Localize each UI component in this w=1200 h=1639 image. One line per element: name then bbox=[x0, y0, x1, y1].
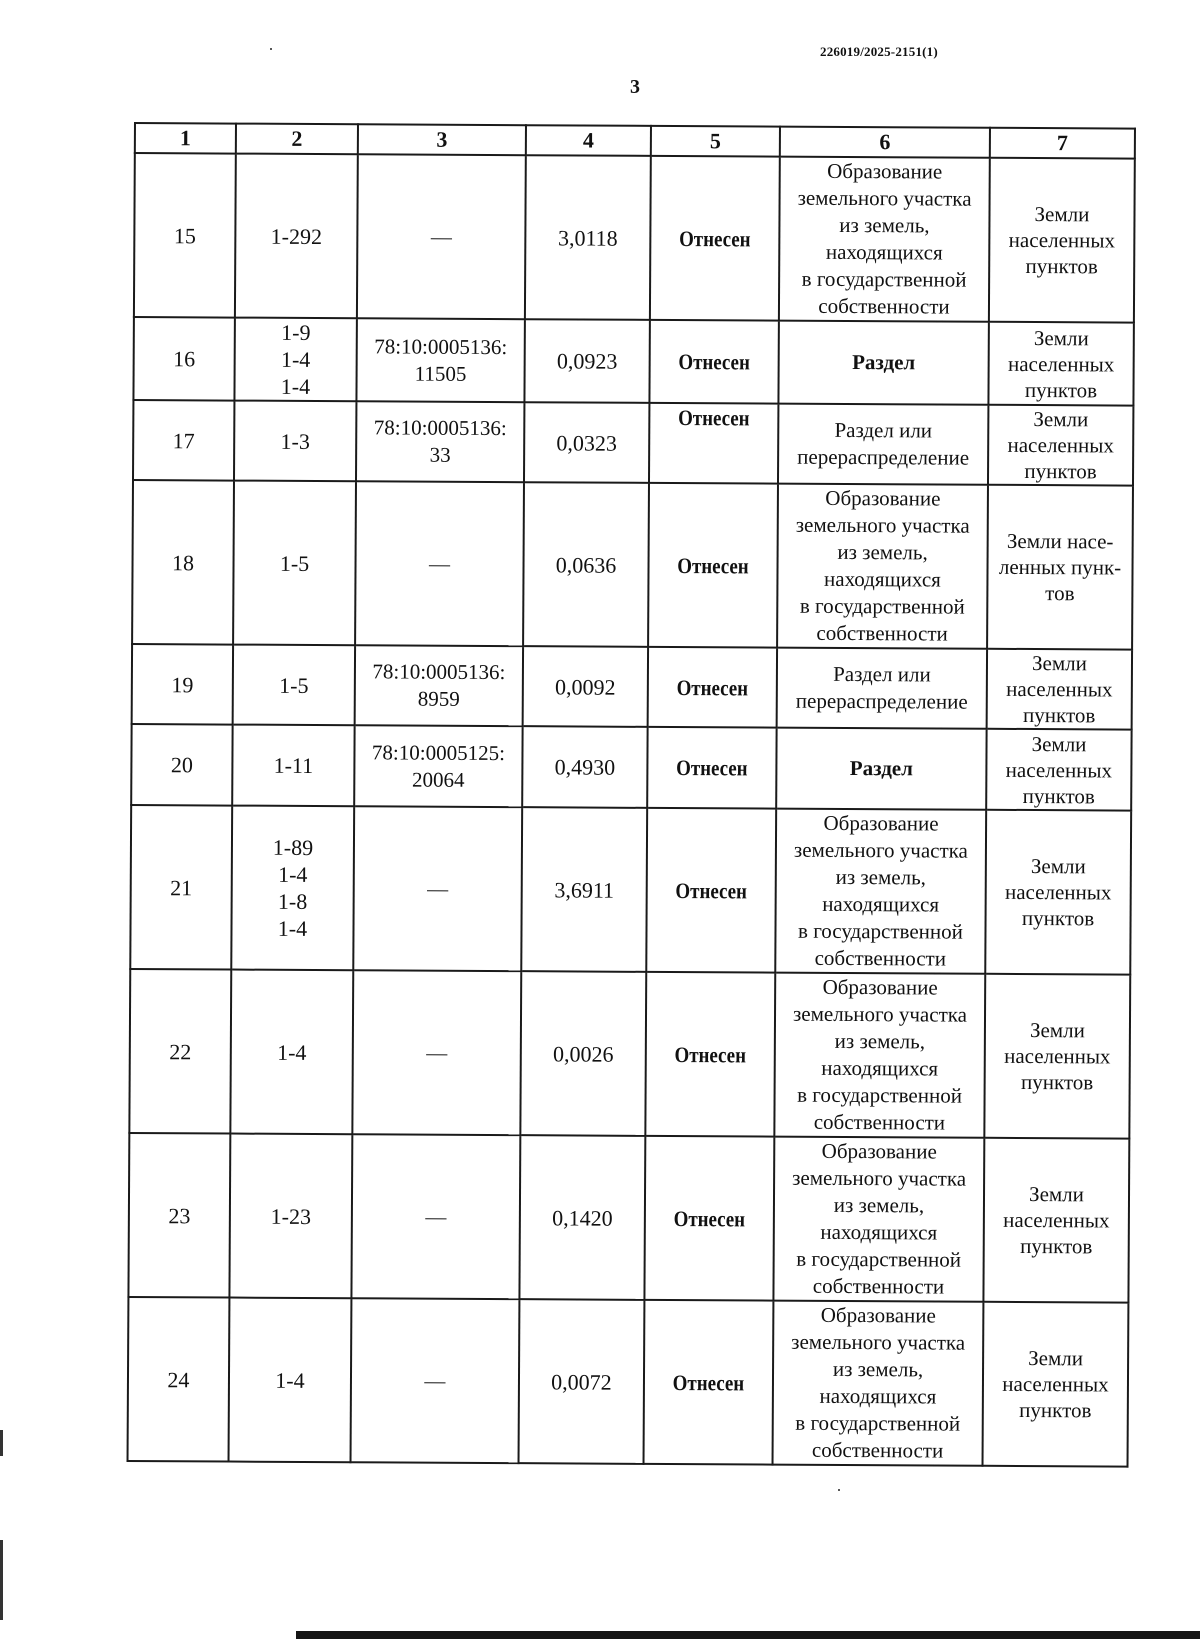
formation-type-cell bbox=[778, 404, 988, 485]
area-cell: 0,0092 bbox=[523, 646, 648, 727]
column-header: 4 bbox=[526, 125, 651, 156]
formation-type-cell-line: из земель, bbox=[832, 1356, 924, 1382]
formation-type-cell-line: из земель, bbox=[839, 212, 930, 238]
formation-type-cell bbox=[779, 157, 990, 322]
land-category-cell-line: населенных bbox=[1004, 879, 1112, 905]
land-category-cell bbox=[986, 729, 1131, 811]
table-row bbox=[132, 480, 1133, 650]
row-number-cell: 22 bbox=[129, 969, 231, 1134]
formation-type-cell-line: перераспределение bbox=[797, 444, 970, 470]
formation-type-cell-line: перераспределение bbox=[795, 688, 968, 714]
formation-type-cell-line: земельного участка bbox=[792, 1001, 968, 1027]
status-cell: Отнесен bbox=[657, 483, 769, 648]
parcel-ids-cell-line: 1-8 bbox=[277, 888, 308, 914]
formation-type-cell-line: находящихся bbox=[825, 239, 943, 265]
formation-type-cell-line: земельного участка bbox=[793, 837, 968, 863]
formation-type-cell bbox=[773, 1301, 984, 1466]
parcel-ids-cell bbox=[233, 481, 356, 646]
column-header: 1 bbox=[135, 123, 236, 154]
table-row bbox=[133, 400, 1133, 486]
row-number-cell: 20 bbox=[131, 724, 232, 806]
land-category-cell bbox=[988, 322, 1133, 406]
formation-type-cell-line: находящихся bbox=[819, 1383, 937, 1409]
cadastral-number-cell bbox=[355, 645, 523, 726]
row-number-cell: 16 bbox=[133, 317, 234, 401]
area-cell: 3,0118 bbox=[525, 155, 651, 320]
formation-type-cell-line: земельного участка bbox=[795, 512, 970, 538]
table-row bbox=[128, 1297, 1129, 1467]
parcel-ids-cell-line: 1-5 bbox=[279, 550, 310, 576]
land-category-cell bbox=[983, 1302, 1129, 1467]
parcel-ids-cell bbox=[234, 401, 356, 482]
table-row bbox=[128, 1133, 1129, 1303]
formation-type-cell-line: собственности bbox=[814, 945, 947, 971]
cadastral-number-cell-line: 20064 bbox=[412, 767, 465, 792]
area-cell: 0,0072 bbox=[519, 1299, 645, 1464]
land-category-cell-line: населенных bbox=[1006, 676, 1113, 702]
formation-type-cell-line: Образование bbox=[823, 810, 939, 836]
formation-type-cell bbox=[777, 648, 987, 729]
land-category-cell-line: пунктов bbox=[1024, 458, 1097, 484]
table-row bbox=[133, 317, 1133, 406]
status-cell: Отнесен bbox=[656, 727, 767, 809]
parcel-ids-cell-line: 1-9 bbox=[281, 319, 311, 345]
formation-type-cell-line: собственности bbox=[812, 1273, 945, 1299]
formation-type-cell-line: находящихся bbox=[823, 566, 941, 592]
table-row bbox=[132, 644, 1132, 730]
formation-type-cell bbox=[776, 728, 986, 810]
scan-speck bbox=[270, 48, 272, 50]
cadastral-number-cell bbox=[354, 725, 522, 807]
row-number-cell: 17 bbox=[133, 400, 234, 481]
cadastral-number-cell-line: — bbox=[424, 1368, 446, 1393]
formation-type-cell-line: в государственной bbox=[801, 266, 967, 292]
land-category-cell bbox=[985, 810, 1131, 975]
parcel-ids-cell-line: 1-4 bbox=[277, 915, 308, 941]
formation-type-cell-line: в государственной bbox=[796, 1246, 962, 1272]
cadastral-number-cell bbox=[351, 1298, 520, 1463]
document-number: 226019/2025-2151(1) bbox=[820, 44, 938, 59]
cadastral-number-cell bbox=[356, 401, 524, 482]
column-header: 2 bbox=[236, 124, 358, 155]
parcel-ids-cell bbox=[231, 806, 354, 971]
land-category-cell-line: ленных пунк- bbox=[998, 554, 1122, 580]
status-cell: Отнесен bbox=[653, 1300, 765, 1465]
column-header: 6 bbox=[780, 127, 990, 158]
status-cell: Отнесен bbox=[653, 1136, 765, 1301]
land-category-cell bbox=[984, 974, 1130, 1139]
land-category-cell-line: Земли bbox=[1033, 325, 1089, 350]
land-category-cell-line: населенных bbox=[1004, 1043, 1111, 1069]
parcel-ids-cell-line: 1-5 bbox=[279, 672, 309, 698]
formation-type-cell-line: собственности bbox=[811, 1437, 944, 1463]
area-cell: 0,4930 bbox=[522, 726, 647, 808]
cadastral-number-cell bbox=[352, 970, 521, 1135]
land-category-cell bbox=[987, 485, 1133, 650]
land-category-cell-line: пунктов bbox=[1024, 377, 1098, 402]
formation-type-cell-line: земельного участка bbox=[797, 185, 972, 211]
table-row bbox=[130, 805, 1131, 975]
formation-type-cell-line: Раздел bbox=[852, 350, 916, 375]
row-number-cell: 18 bbox=[132, 480, 234, 645]
status-cell: Отнесен bbox=[659, 156, 771, 321]
cadastral-number-cell bbox=[355, 481, 524, 646]
parcel-ids-cell-line: 1-23 bbox=[270, 1203, 312, 1229]
parcel-ids-cell bbox=[230, 970, 353, 1135]
formation-type-cell-line: земельного участка bbox=[792, 1165, 967, 1191]
formation-type-cell-line: Раздел или bbox=[833, 661, 931, 687]
formation-type-cell-line: из земель, bbox=[834, 1028, 926, 1054]
land-category-cell-line: Земли bbox=[1034, 202, 1090, 227]
scan-edge-mark bbox=[0, 1540, 3, 1620]
cadastral-number-cell-line: — bbox=[426, 1040, 448, 1065]
land-category-cell-line: пунктов bbox=[1020, 1069, 1094, 1095]
row-number-cell: 24 bbox=[128, 1297, 230, 1462]
parcel-ids-cell-line: 1-3 bbox=[280, 428, 310, 454]
land-category-cell-line: Земли bbox=[1031, 651, 1087, 676]
formation-type-cell-line: в государственной bbox=[795, 1410, 961, 1436]
land-category-cell-line: пунктов bbox=[1022, 783, 1095, 808]
cadastral-number-cell bbox=[353, 806, 522, 971]
cadastral-number-cell-line: 78:10:0005136: bbox=[374, 333, 508, 359]
cadastral-number-cell-line: 33 bbox=[429, 442, 451, 467]
cadastral-number-cell-line: 8959 bbox=[417, 686, 460, 711]
land-category-cell-line: Земли bbox=[1030, 854, 1086, 879]
cadastral-number-cell-line: 78:10:0005136: bbox=[372, 659, 506, 685]
parcel-ids-cell bbox=[234, 318, 356, 402]
row-number-cell: 23 bbox=[128, 1133, 230, 1298]
table-body bbox=[128, 153, 1135, 1467]
land-category-cell-line: Земли bbox=[1029, 1018, 1085, 1043]
formation-type-cell-line: Образование bbox=[825, 485, 941, 511]
formation-type-cell-line: из земель, bbox=[833, 1192, 925, 1218]
parcel-ids-cell-line: 1-11 bbox=[273, 752, 314, 779]
land-category-cell-line: населенных bbox=[1008, 227, 1116, 253]
row-number-cell: 21 bbox=[130, 805, 232, 970]
cadastral-number-cell-line: — bbox=[428, 551, 451, 576]
status-cell: Отнесен bbox=[658, 403, 769, 484]
scan-edge-mark bbox=[0, 1430, 3, 1456]
status-cell: Отнесен bbox=[658, 320, 769, 404]
land-category-cell-line: тов bbox=[1045, 581, 1075, 606]
land-category-cell-line: Земли bbox=[1033, 407, 1089, 432]
land-category-cell-line: населенных bbox=[1003, 1207, 1110, 1233]
formation-type-cell-line: собственности bbox=[816, 620, 948, 646]
formation-type-cell bbox=[778, 321, 988, 405]
land-category-cell-line: пунктов bbox=[1021, 905, 1095, 931]
land-category-cell-line: населенных bbox=[1007, 432, 1114, 458]
area-cell: 0,0636 bbox=[523, 482, 649, 647]
parcel-ids-cell-line: 1-4 bbox=[277, 1039, 307, 1065]
formation-type-cell bbox=[775, 809, 986, 974]
formation-type-cell-line: в государственной bbox=[799, 593, 965, 619]
land-category-cell bbox=[987, 649, 1132, 730]
cadastral-number-cell-line: 78:10:0005136: bbox=[373, 415, 507, 441]
parcel-ids-cell-line: 1-4 bbox=[280, 346, 311, 372]
cadastral-number-cell bbox=[356, 318, 524, 402]
column-header: 3 bbox=[358, 124, 526, 155]
formation-type-cell-line: Образование bbox=[820, 1302, 936, 1328]
status-cell: Отнесен bbox=[654, 972, 766, 1137]
table-row bbox=[131, 724, 1131, 811]
land-category-cell bbox=[989, 158, 1135, 323]
parcel-ids-cell bbox=[229, 1298, 352, 1463]
table-row bbox=[134, 153, 1135, 323]
cadastral-number-cell-line: — bbox=[427, 876, 449, 901]
parcel-ids-cell-line: 1-4 bbox=[275, 1367, 305, 1393]
cadastral-number-cell-line: 11505 bbox=[414, 361, 467, 386]
formation-type-cell-line: Раздел или bbox=[834, 417, 933, 443]
land-category-cell-line: пунктов bbox=[1020, 1233, 1093, 1259]
status-cell: Отнесен bbox=[657, 647, 768, 728]
area-cell: 3,6911 bbox=[521, 807, 647, 972]
formation-type-cell-line: из земель, bbox=[837, 539, 928, 565]
formation-type-cell-line: Раздел bbox=[849, 756, 914, 781]
parcel-ids-cell bbox=[235, 154, 358, 319]
parcel-ids-cell-line: 1-4 bbox=[278, 861, 308, 887]
formation-type-cell bbox=[777, 484, 988, 649]
land-category-cell-line: Земли bbox=[1028, 1346, 1084, 1371]
formation-type-cell bbox=[774, 973, 985, 1138]
land-plots-table bbox=[127, 122, 1136, 1468]
area-cell: 0,0026 bbox=[520, 971, 646, 1136]
table-row bbox=[129, 969, 1130, 1139]
parcel-ids-cell bbox=[229, 1134, 352, 1299]
scan-speck bbox=[838, 1489, 840, 1491]
parcel-ids-cell bbox=[232, 725, 354, 807]
land-category-cell-line: Земли насе- bbox=[1006, 528, 1114, 554]
cadastral-number-cell-line: — bbox=[430, 224, 452, 249]
area-cell: 0,0323 bbox=[524, 402, 649, 483]
area-cell: 0,1420 bbox=[519, 1135, 645, 1300]
formation-type-cell-line: находящихся bbox=[822, 891, 940, 917]
scan-border-stripe bbox=[296, 1631, 1200, 1639]
parcel-ids-cell-line: 1-89 bbox=[272, 834, 314, 861]
land-category-cell-line: населенных bbox=[1002, 1371, 1109, 1397]
land-category-cell-line: Земли bbox=[1031, 731, 1087, 756]
land-category-cell bbox=[988, 405, 1133, 486]
land-category-cell-line: пунктов bbox=[1019, 1397, 1092, 1423]
land-category-cell-line: пунктов bbox=[1025, 253, 1098, 279]
column-header: 7 bbox=[990, 128, 1135, 159]
formation-type-cell-line: из земель, bbox=[835, 864, 927, 890]
cadastral-number-cell bbox=[357, 154, 526, 319]
formation-type-cell-line: земельного участка bbox=[791, 1329, 966, 1355]
parcel-ids-cell-line: 1-4 bbox=[280, 373, 311, 399]
row-number-cell: 15 bbox=[134, 153, 236, 318]
parcel-ids-cell-line: 1-292 bbox=[270, 223, 323, 249]
cadastral-number-cell-line: 78:10:0005125: bbox=[371, 739, 506, 765]
cadastral-number-cell bbox=[351, 1134, 520, 1299]
page-number: 3 bbox=[630, 76, 640, 98]
formation-type-cell-line: Образование bbox=[827, 158, 943, 184]
land-category-cell-line: Земли bbox=[1029, 1182, 1085, 1207]
land-category-cell-line: населенных bbox=[1005, 757, 1113, 782]
formation-type-cell-line: Образование bbox=[822, 974, 938, 1000]
formation-type-cell-line: в государственной bbox=[797, 1082, 963, 1108]
parcel-ids-cell bbox=[233, 645, 355, 726]
status-cell: Отнесен bbox=[655, 808, 767, 973]
formation-type-cell-line: находящихся bbox=[820, 1219, 938, 1245]
land-category-cell bbox=[983, 1138, 1129, 1303]
formation-type-cell-line: находящихся bbox=[821, 1055, 939, 1081]
formation-type-cell-line: Образование bbox=[821, 1138, 937, 1164]
land-category-cell-line: населенных bbox=[1007, 351, 1115, 376]
land-category-cell-line: пунктов bbox=[1023, 702, 1096, 728]
row-number-cell: 19 bbox=[132, 644, 233, 725]
formation-type-cell-line: собственности bbox=[813, 1109, 946, 1135]
column-header: 5 bbox=[651, 126, 780, 157]
area-cell: 0,0923 bbox=[524, 319, 649, 403]
cadastral-number-cell-line: — bbox=[425, 1204, 447, 1229]
formation-type-cell-line: собственности bbox=[818, 293, 950, 319]
formation-type-cell bbox=[773, 1137, 984, 1302]
formation-type-cell-line: в государственной bbox=[798, 918, 963, 944]
